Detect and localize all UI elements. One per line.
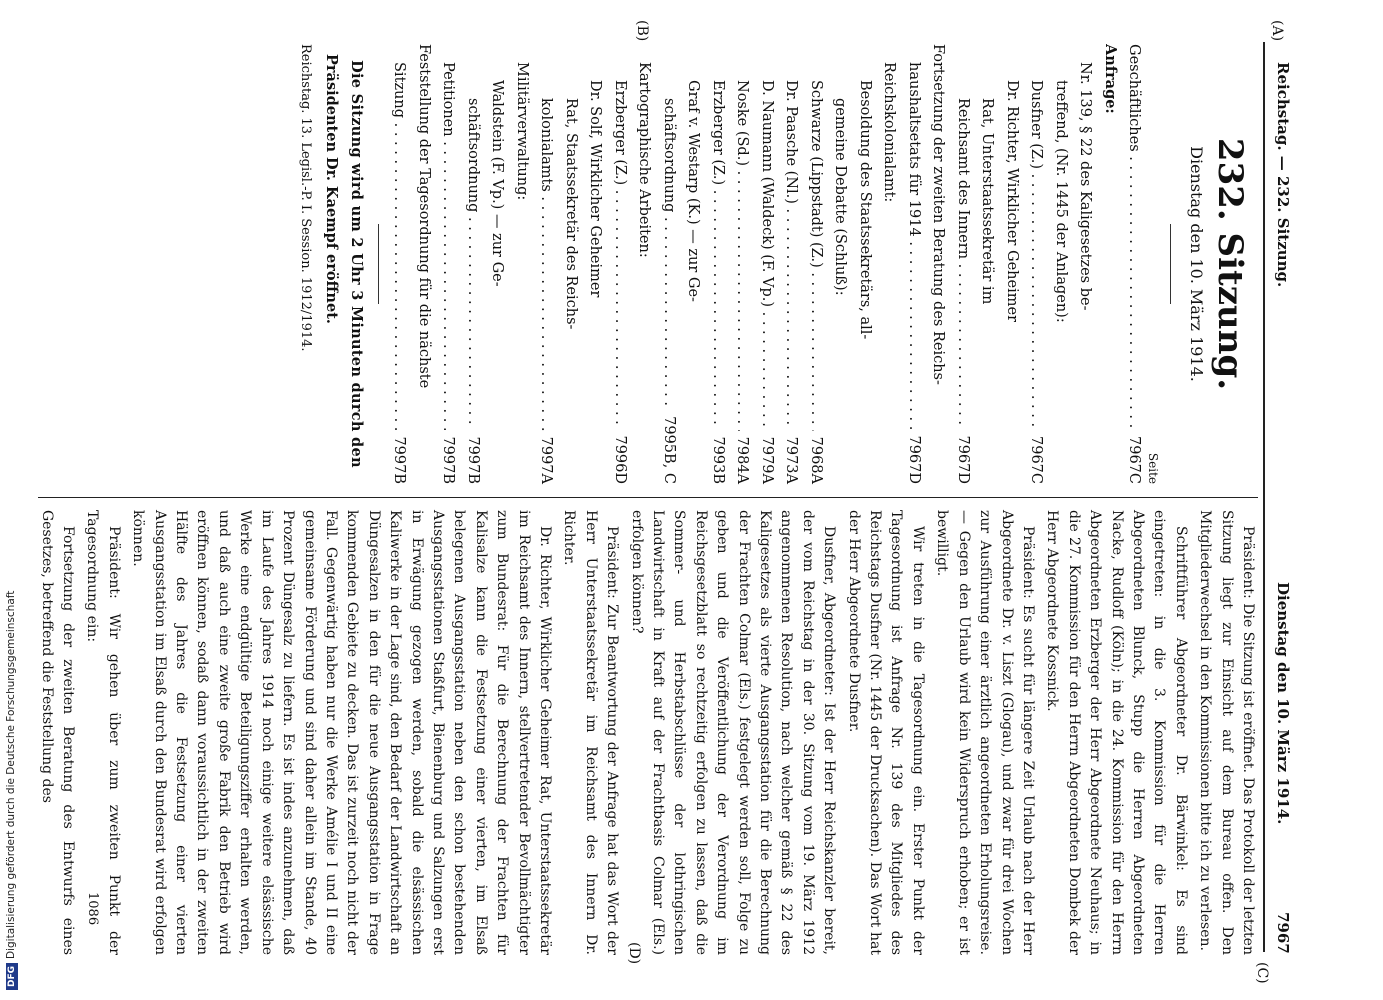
toc-entry-label: gemeine Debatte (Schluß): [832,98,849,296]
toc-entry [926,44,951,484]
toc-entry-label: Waldstein (F. Vp.) — zur Ge- [489,80,506,287]
toc-entry [510,44,535,484]
toc-entry-page: 7997B [391,436,408,484]
toc-entry-page [559,478,584,484]
toc-entry [804,44,829,484]
toc-entry-label: Dr. Paasche (Nl.) . . . [779,80,804,431]
toc-entry-page [632,478,657,484]
watermark-text: Digitalisierung gefördert durch die Deutsche Forschungsgemeinschaft [5,590,17,959]
toc-entry [534,44,559,484]
body-paragraph: Wir treten in die Tagesordnung ein. Erster Punkt der Tagesordnung ist Anfrage Nr. 139 des Mitgliedes des Reichstags Dusfner (Nr. 1445 der Drucksachen). Das Wort hat der Herr Abgeordnete Dusfner. [845,510,926,955]
toc-entry-page: 7997B [465,436,481,484]
toc-entry-page: 7984A [734,436,751,484]
toc-entry-page [975,478,1000,484]
toc-entry-page: 7967D [906,435,922,484]
toc-entry [1073,44,1098,484]
toc-entry-page [877,478,902,484]
toc-entry-label: Anfrage: [1102,44,1119,114]
toc-entry-page [412,478,437,484]
body-paragraph: Fortsetzung der zweiten Beratung des Entwurfs eines Gesetzes, betreffend die Feststellung des [38,510,77,955]
body-paragraph: Präsident: Es sucht für längere Zeit Urlaub nach der Herr Abgeordnete Dr. v. Liszt (Glogau), und zwar für drei Wochen zur Ausführung einer ärztlich angeordneten Erholungsreise. — Gegen den Urlaub wird kein Widerspruch erhoben; er ist bewilligt. [934,510,1036,955]
toc-entry-label: schäftsordnung . . . [657,98,682,410]
toc-entry-label: Feststellung der Tagesordnung für die nächste [416,44,432,389]
toc-entry-page: 7968A [808,436,824,484]
toc-entry-label: haushaltsetats für 1914 . . . [902,62,927,429]
margin-marker-b: (B) [634,20,650,42]
toc-entry-page [583,478,608,484]
toc-entry-label: Fortsetzung der zweiten Beratung des Reichs- [930,44,947,385]
right-column [32,510,1258,955]
toc-entry-label: Dr. Richter, Wirklicher Geheimer [1004,80,1020,323]
running-header-right: Dienstag den 10. März 1914. [1274,582,1292,825]
opening-line-2: Präsidenten Dr. Kaempf eröffnet. [323,54,341,324]
toc-entry-page [828,478,853,484]
toc-entry-page [485,478,510,484]
toc-entry-page [1073,478,1098,484]
toc-entry-page: 7979A [759,436,775,484]
toc-entry-page: 7996D [612,435,628,484]
toc-entry-page [853,478,878,484]
toc-entry-label: Reichsamt des Innern . . . [951,98,976,429]
toc-entry-label: Petitionen . . . [436,62,461,430]
toc-entry [877,44,902,484]
opening-line-1: Die Sitzung wird um 2 Uhr 3 Minuten durch den [348,60,365,468]
toc-entry-label: Reichskolonialamt: [881,62,898,203]
toc-entry-label: Dusfner (Z.) . . . [1024,80,1049,430]
toc-entry [583,44,608,484]
running-header-left: Reichstag. — 232. Sitzung. [1274,62,1292,288]
dfg-logo: DFG [6,963,18,990]
toc-entry-page [681,478,706,484]
page-foot-number: 1086 [85,892,100,926]
toc-entry-page: 7973A [783,436,800,484]
toc-entry-page: 7995B, C [661,416,677,484]
toc-entry [485,44,510,484]
session-date: Dienstag den 10. März 1914. [1187,146,1206,382]
toc-entry-label: Graf v. Westarp (K.) — zur Ge- [685,80,702,302]
toc-entry [755,44,780,484]
toc-entry-label: Rat, Staatssekretär des Reichs- [563,98,579,330]
toc-entry [902,44,927,484]
toc-entry-label: Schwarze (Lippstadt) (Z.) . . . [804,80,829,431]
toc-entry [706,44,731,484]
title-rule [1171,224,1172,304]
toc-entry [657,44,682,484]
body-paragraph: Dr. Richter, Wirklicher Geheimer Rat, Unterstaatssekretär im Reichsamt des Innern, stellvertretender Bevollmächtigter zum Bundesrat: Für die Berechnung der Frachten für Kalisalze kann die Festsetzung einer vierten, im Elsaß belegenen Ausgangsstation neben den schon bestehenden Ausgangsstationen Staßfurt, Bienenburg und Salzungen erst in Erwägung gezogen werden, sobald die elsässischen Kaliwerke in der Lage sind, den Bedarf der Landwirtschaft an Düngesalzen in den für die neue Ausgangsstation in Frage kommenden Gebiete zu decken. Das ist zurzeit noch nicht der Fall. Gegenwärtig haben nur die Werke Amélie I und II eine gemeinsame Förderung und sind daher allein im Stande, 40 Prozent Düngesalz zu liefern. Es ist indes anzunehmen, daß im Laufe des Jahres 1914 noch einige weitere elsässische Werke eine endgültige Beteiligungsziffer erhalten werden, und daß auch eine zweite große Fabrik den Betrieb wird eröffnen können, sodaß dann voraussichtlich in der zweiten Hälfte des Jahres die Festsetzung einer vierten Ausgangsstation im Elsaß durch den Bundesrat wird erfolgen können. [130,510,553,955]
column-divider [38,497,1258,498]
toc-entry-label: kolonialamts . . . [534,98,559,431]
toc-entry [608,44,633,484]
toc-entry-label: Rat, Unterstaatssekretär im [979,98,996,305]
toc-entry [412,44,437,484]
toc-entry [387,44,412,484]
body-paragraph: Schriftführer Abgeordneter Dr. Bärwinkel: Es sind eingetreten: in die 3. Kommission für die Herren Abgeordneten Blunck, Stupp die Herren Abgeordneten Nacke, Rudloff (Köln); in die 24. Kommission für den Herrn Abgeordneten Erzberger der Herr Abgeordnete Neuhaus; in die 27. Kommission für den Herrn Abgeordneten Dombek der Herr Abgeordnete Kossnick. [1044,510,1189,955]
toc-entry-label: treffend, (Nr. 1445 der Anlagen): [1053,80,1069,323]
toc-entry-page [1049,478,1074,484]
toc-entry [1000,44,1025,484]
toc-entry [559,44,584,484]
left-column [293,44,1259,484]
toc-entry-page [1000,478,1025,484]
toc-entry-page [510,478,535,484]
toc-entry [853,44,878,484]
toc-entry [461,44,486,484]
margin-marker-d: (D) [626,942,642,965]
toc-entry [1024,44,1049,484]
toc-entry [436,44,461,484]
page-number: 7967 [1274,912,1292,954]
body-paragraph: Dusfner, Abgeordneter: Ist der Herr Reichskanzler bereit, der vom Reichstag in der 30. Sitzung vom 19. März 1912 angenommenen Resolution, nach welcher gemäß § 22 des Kaligesetzes als vierte Ausgangsstation für die Berechnung der Frachten Colmar (Els.) festgelegt werden soll, Folge zu geben und die Veröffentlichung der Verordnung im Reichsgesetzblatt so rechtzeitig erfolgen zu lassen, daß die Sommer- und Herbstabschlüsse der lothringischen Landwirtschaft in Kraft auf der Frachtbasis Colmar (Els.) erfolgen können? [628,510,838,955]
toc-entry-label: Erzberger (Z.) . . . [706,80,731,430]
toc-entry [951,44,976,484]
toc-entry-label: Erzberger (Z.) . . . [608,80,633,429]
toc-entry-page: 7967C [1126,436,1143,484]
session-title: 232. Sitzung. [1210,137,1250,391]
body-paragraph: Präsident: Wir gehen über zum zweiten Punkt der Tagesordnung ein: [84,510,122,955]
body-paragraph: Präsident: Die Sitzung ist eröffnet. Das Protokoll der letzten Sitzung liegt zur Einsicht auf dem Bureau offen. Den Mitgliederwechsel in den Kommissionen bitte ich zu verlesen. [1197,510,1256,955]
toc-entry [1098,44,1123,484]
toc-entry-label: Besoldung des Staatssekretärs, all- [857,80,873,340]
toc-end-rule [378,224,379,304]
toc-entry [779,44,804,484]
toc-entry-label: D. Naumann (Waldeck) (F. Vp.) . . . [755,80,780,431]
toc-entry [1049,44,1074,484]
toc-entry-page [1098,478,1123,484]
margin-marker-c: (C) [1254,962,1270,984]
toc-entry [681,44,706,484]
toc-entry-label: Kartographische Arbeiten: [636,62,653,258]
body-paragraph: Präsident: Zur Beantwortung der Anfrage hat das Wort der Herr Unterstaatssekretär im Reichsamt des Innern Dr. Richter. [561,510,621,955]
toc-entry-page: 7967C [1028,436,1045,484]
toc-entry-label: Noske (Sd.) . . . [730,80,755,431]
toc-entry-page: 7993B [710,436,726,484]
seite-label: Seite [1146,452,1161,484]
toc-entry [730,44,755,484]
toc-entry [632,44,657,484]
toc-entry-label: Militärverwaltung: [514,62,530,201]
toc-entry-page: 7997B [440,436,457,484]
table-of-contents [387,44,1147,484]
toc-entry [975,44,1000,484]
toc-entry-label: Geschäftliches . . . [1122,44,1147,430]
toc-entry-page: 7967D [955,435,971,484]
toc-entry-label: schäftsordnung . . . [461,98,486,430]
volume-footer: Reichstag. 13. Legisl.-P. I. Session. 1912/1914. [298,44,313,352]
toc-entry-page [926,478,951,484]
dfg-watermark [5,591,18,990]
toc-entry [1122,44,1147,484]
toc-entry-label: Sitzung . . . [387,62,412,430]
rotated-sheet [20,20,1310,984]
header-rule [1263,42,1265,952]
toc-entry-page: 7997A [538,436,555,484]
margin-marker-a: (A) [1269,20,1285,42]
toc-entry [828,44,853,484]
toc-entry-label: Dr. Solf, Wirklicher Geheimer [587,80,604,298]
toc-entry-label: Nr. 139, § 22 des Kaligesetzes be- [1077,62,1094,311]
